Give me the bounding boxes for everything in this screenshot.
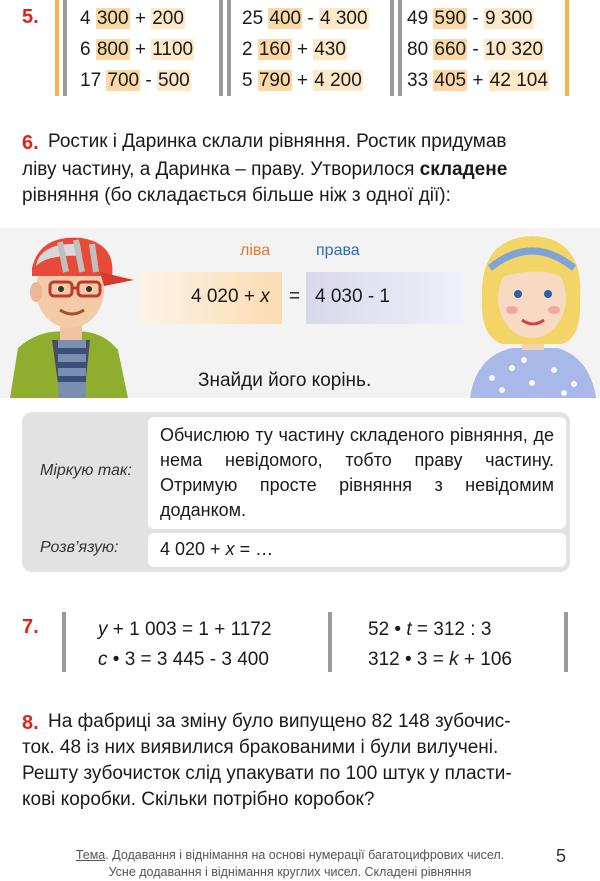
task-5-expression: [80, 69, 191, 93]
reasoning-panel: [22, 412, 570, 572]
units-part-highlight: 790: [258, 70, 291, 91]
equation-text: + 1 003 = 1 + 1172: [107, 619, 272, 640]
think-text: Обчислюю ту частину складеного рівняння, де нема невідомого, тобто праву частину. Отримую просте рівняння з невідомим доданком.: [160, 425, 554, 520]
operator: +: [291, 70, 314, 91]
variable: t: [406, 619, 412, 640]
operand-highlight: 430: [314, 39, 346, 60]
girl-illustration: [462, 228, 600, 398]
operand-highlight: 4 200: [314, 70, 362, 91]
operator: -: [467, 39, 485, 60]
task-7-equation: [368, 648, 512, 672]
thousands-part: 25: [242, 8, 269, 29]
left-expression-text: 4 020 +: [191, 286, 261, 307]
equation-prefix: 52 •: [368, 619, 407, 640]
separator: [62, 612, 66, 672]
thousands-part: 6: [80, 39, 96, 60]
footer-topic: [40, 847, 540, 881]
solve-text-end: = …: [234, 539, 274, 559]
thousands-part: 4: [80, 8, 96, 29]
units-part-highlight: 660: [434, 39, 467, 60]
left-expression: [191, 286, 270, 308]
task-8-line: На фабриці за зміну було випущено 82 148 зубочис-: [48, 711, 511, 732]
task-5-expression: [80, 7, 185, 31]
find-root-text: Знайди його корінь.: [198, 370, 372, 391]
units-part-highlight: 700: [107, 70, 140, 91]
thousands-part: 2: [242, 39, 258, 60]
operator: -: [140, 70, 158, 91]
separator: [398, 0, 402, 96]
units-part-highlight: 590: [434, 8, 467, 29]
footer-line-text: . Додавання і віднімання на основі нумерації багатоцифрових чисел.: [105, 848, 505, 862]
separator: [227, 0, 231, 96]
task-5-expression: [407, 38, 544, 62]
task-5-expression: [242, 38, 347, 62]
variable-x: x: [225, 539, 235, 559]
operator: -: [467, 8, 485, 29]
operand-highlight: 200: [152, 8, 184, 29]
solve-label: Розв’язую:: [40, 539, 119, 556]
separator: [564, 612, 568, 672]
right-expression: 4 030 - 1: [315, 286, 390, 307]
task-5-number: 5.: [22, 6, 39, 28]
operand-highlight: 9 300: [485, 8, 533, 29]
separator: [55, 0, 59, 96]
operand-highlight: 42 104: [489, 70, 548, 91]
operator: +: [291, 39, 314, 60]
footer-line: Усне додавання і віднімання круглих чисел. Складені рівняння: [108, 865, 472, 879]
task-6-line: [22, 157, 582, 183]
task-6-text: [48, 129, 578, 155]
units-part-highlight: 405: [434, 70, 467, 91]
task-8-line: кові коробки. Скільки потрібно коробок?: [22, 789, 375, 810]
equation-text: • 3 = 3 445 - 3 400: [107, 649, 269, 670]
units-part-highlight: 400: [269, 8, 302, 29]
variable-x: x: [260, 286, 270, 307]
task-5-expression: [407, 69, 549, 93]
footer-line: [40, 847, 540, 864]
task-7-equation: [368, 618, 491, 642]
separator: [63, 0, 67, 96]
separator: [328, 612, 332, 672]
operator: +: [129, 39, 152, 60]
operand-highlight: 10 320: [485, 39, 544, 60]
task-8-number: 8.: [22, 712, 39, 734]
thousands-part: 80: [407, 39, 434, 60]
variable: k: [449, 649, 459, 670]
units-part-highlight: 160: [258, 39, 291, 60]
separator: [390, 0, 394, 96]
thousands-part: 49: [407, 8, 434, 29]
variable: y: [98, 619, 108, 640]
task-7-equation: [98, 618, 271, 642]
boy-illustration: [0, 228, 140, 398]
task-7-number: 7.: [22, 616, 39, 638]
task-7-equation: [98, 648, 269, 672]
task-5-expression: [242, 69, 363, 93]
task-8-line: ток. 48 із них виявилися бракованими і були вилучені.: [22, 737, 499, 758]
equation-text: = 312 : 3: [411, 619, 492, 640]
thousands-part: 33: [407, 70, 434, 91]
task-8-line: Решту зубочисток слід упакувати по 100 штук у пласти-: [22, 763, 512, 784]
task-6-line: рівняння (бо складається більше ніж з одної дії):: [22, 185, 451, 206]
operator: +: [129, 8, 152, 29]
topic-link[interactable]: Тема: [75, 848, 106, 862]
task-5-expression: [407, 7, 534, 31]
solve-text: 4 020 +: [160, 539, 226, 559]
page-number: 5: [556, 846, 567, 866]
think-label: Міркую так:: [40, 462, 132, 479]
units-part-highlight: 300: [96, 8, 129, 29]
task-6-line-part: ліву частину, а Даринка – праву. Утворилося: [22, 159, 420, 180]
separator: [565, 0, 569, 96]
task-5-expression: [80, 38, 194, 62]
equation-prefix: 312 • 3 =: [368, 649, 450, 670]
equals-sign: =: [289, 286, 301, 307]
left-part-label: ліва: [240, 242, 271, 259]
operator: +: [467, 70, 489, 91]
operator: -: [302, 8, 320, 29]
operand-highlight: 500: [158, 70, 190, 91]
task-5-expression: [242, 7, 369, 31]
right-part-label: права: [316, 242, 360, 259]
variable: c: [98, 649, 108, 670]
solve-answer-field: [148, 533, 566, 567]
units-part-highlight: 800: [96, 39, 129, 60]
task-6-text-cont: [22, 157, 582, 209]
bold-term: складене: [419, 159, 508, 180]
thousands-part: 17: [80, 70, 107, 91]
thousands-part: 5: [242, 70, 258, 91]
task-8-text: [22, 709, 582, 813]
think-text-box: [148, 417, 566, 529]
task-6-line: Ростик і Даринка склали рівняння. Ростик придумав: [48, 131, 507, 152]
task-6-number: 6.: [22, 132, 39, 154]
equation-text: + 106: [458, 649, 512, 670]
operand-highlight: 4 300: [320, 8, 368, 29]
separator: [219, 0, 223, 96]
operand-highlight: 1100: [152, 39, 194, 60]
